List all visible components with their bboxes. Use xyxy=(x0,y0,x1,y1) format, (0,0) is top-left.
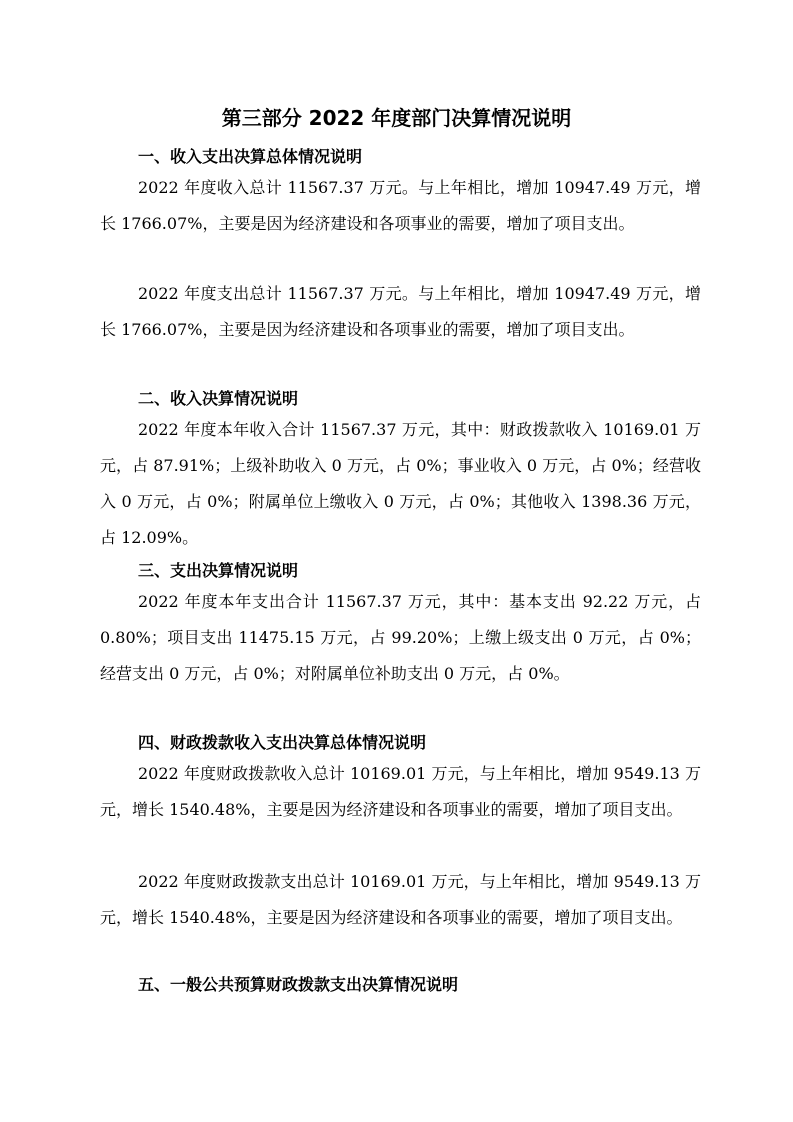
section-1-paragraph-1: 2022 年度收入总计 11567.37 万元。与上年相比，增加 10947.49 万元，增长 1766.07%，主要是因为经济建设和各项事业的需要，增加了项目支出。 xyxy=(100,178,701,233)
section-3-heading: 三、支出决算情况说明 xyxy=(138,561,299,580)
section-1-heading: 一、收入支出决算总体情况说明 xyxy=(138,147,363,166)
section-2-heading: 二、收入决算情况说明 xyxy=(138,389,299,408)
section-3-paragraph-1: 2022 年度本年支出合计 11567.37 万元，其中：基本支出 92.22 万元，占 0.80%；项目支出 11475.15 万元，占 99.20%；上缴上级支出 0 万元，占 0%；经营支出 0 万元，占 0%；对附属单位补助支出 0 万元，占 0%。 xyxy=(100,592,701,683)
section-4-heading: 四、财政拨款收入支出决算总体情况说明 xyxy=(138,733,427,752)
section-1-paragraph-2: 2022 年度支出总计 11567.37 万元。与上年相比，增加 10947.49 万元，增长 1766.07%，主要是因为经济建设和各项事业的需要，增加了项目支出。 xyxy=(100,284,701,339)
section-2-paragraph-1: 2022 年度本年收入合计 11567.37 万元，其中：财政拨款收入 10169.01 万元，占 87.91%；上级补助收入 0 万元，占 0%；事业收入 0 万元，占 0%；经营收入 0 万元，占 0%；附属单位上缴收入 0 万元，占 0%；其他收入 1398.36 万元，占 12.09%。 xyxy=(100,420,701,547)
section-4-paragraph-2: 2022 年度财政拨款支出总计 10169.01 万元，与上年相比，增加 9549.13 万元，增长 1540.48%，主要是因为经济建设和各项事业的需要，增加了项目支出。 xyxy=(100,872,701,927)
page-title: 第三部分 2022 年度部门决算情况说明 xyxy=(221,106,572,130)
section-4-paragraph-1: 2022 年度财政拨款收入总计 10169.01 万元，与上年相比，增加 9549.13 万元，增长 1540.48%，主要是因为经济建设和各项事业的需要，增加了项目支出。 xyxy=(100,764,701,819)
section-5-heading: 五、一般公共预算财政拨款支出决算情况说明 xyxy=(138,975,459,994)
